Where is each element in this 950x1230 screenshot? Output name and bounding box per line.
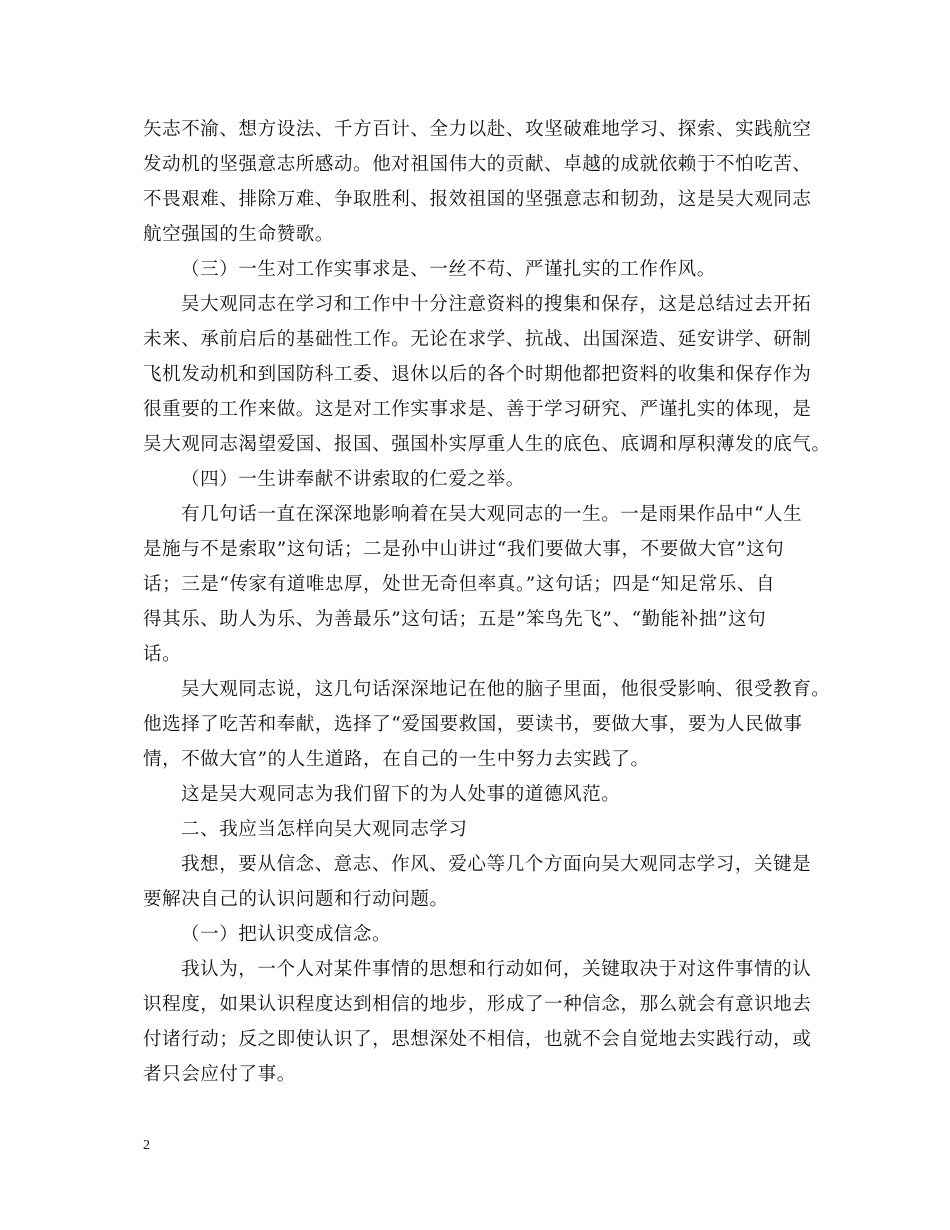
text-line: 吴大观同志渴望爱国、报国、强国朴实厚重人生的底色、底调和厚积薄发的底气。 (143, 434, 831, 455)
text-line: 付诸行动；反之即使认识了，思想深处不相信，也就不会自觉地去实践行动，或 (143, 1029, 812, 1050)
text-line: 者只会应付了事。 (143, 1064, 296, 1085)
text-line: 我想，要从信念、意志、作风、爱心等几个方面向吴大观同志学习，关键是 (181, 854, 812, 875)
text-line: 是施与不是索取”这句话；二是孙中山讲过“我们要做大事，不要做大官”这句 (143, 539, 785, 560)
text-line: 得其乐、助人为乐、为善最乐”这句话；五是”笨鸟先飞”、“勤能补拙”这句 (143, 609, 767, 630)
text-line: 航空强国的生命赞歌。 (143, 224, 335, 245)
text-line: 吴大观同志说，这几句话深深地记在他的脑子里面，他很受影响、很受教育。 (181, 679, 831, 700)
document-body (143, 112, 831, 1092)
text-line: 我认为，一个人对某件事情的思想和行动如何，关键取决于对这件事情的认 (181, 959, 812, 980)
page-number: 2 (143, 1138, 150, 1153)
section-heading: 二、我应当怎样向吴大观同志学习 (181, 819, 468, 840)
text-line: 话。 (143, 644, 182, 665)
text-line: 吴大观同志在学习和工作中十分注意资料的搜集和保存，这是总结过去开拓 (181, 294, 812, 315)
text-line: 他选择了吃苦和奉献，选择了“爱国要救国，要读书，要做大事，要为人民做事 (143, 714, 803, 735)
text-line: 很重要的工作来做。这是对工作实事求是、善于学习研究、严谨扎实的体现，是 (143, 399, 812, 420)
text-line: 情，不做大官”的人生道路，在自己的一生中努力去实践了。 (143, 749, 650, 770)
text-line: 要解决自己的认识问题和行动问题。 (143, 889, 449, 910)
text-line: 发动机的坚强意志所感动。他对祖国伟大的贡献、卓越的成就依赖于不怕吃苦、 (143, 154, 812, 175)
section-heading: （四）一生讲奉献不讲索取的仁爱之举。 (181, 469, 525, 490)
text-line: 飞机发动机和到国防科工委、退休以后的各个时期他都把资料的收集和保存作为 (143, 364, 812, 385)
text-line: 不畏艰难、排除万难、争取胜利、报效祖国的坚强意志和韧劲，这是吴大观同志 (143, 189, 812, 210)
section-heading: （三）一生对工作实事求是、一丝不苟、严谨扎实的工作作风。 (181, 259, 716, 280)
section-heading: （一）把认识变成信念。 (181, 924, 392, 945)
text-line: 识程度，如果认识程度达到相信的地步，形成了一种信念，那么就会有意识地去 (143, 994, 812, 1015)
text-line: 未来、承前启后的基础性工作。无论在求学、抗战、出国深造、延安讲学、研制 (143, 329, 812, 350)
text-line: 话；三是“传家有道唯忠厚，处世无奇但率真。”这句话；四是“知足常乐、自 (143, 574, 776, 595)
text-line: 矢志不渝、想方设法、千方百计、全力以赴、攻坚破难地学习、探索、实践航空 (143, 119, 812, 140)
text-line: 有几句话一直在深深地影响着在吴大观同志的一生。一是雨果作品中“人生 (181, 504, 803, 525)
text-line: 这是吴大观同志为我们留下的为人处事的道德风范。 (181, 784, 621, 805)
